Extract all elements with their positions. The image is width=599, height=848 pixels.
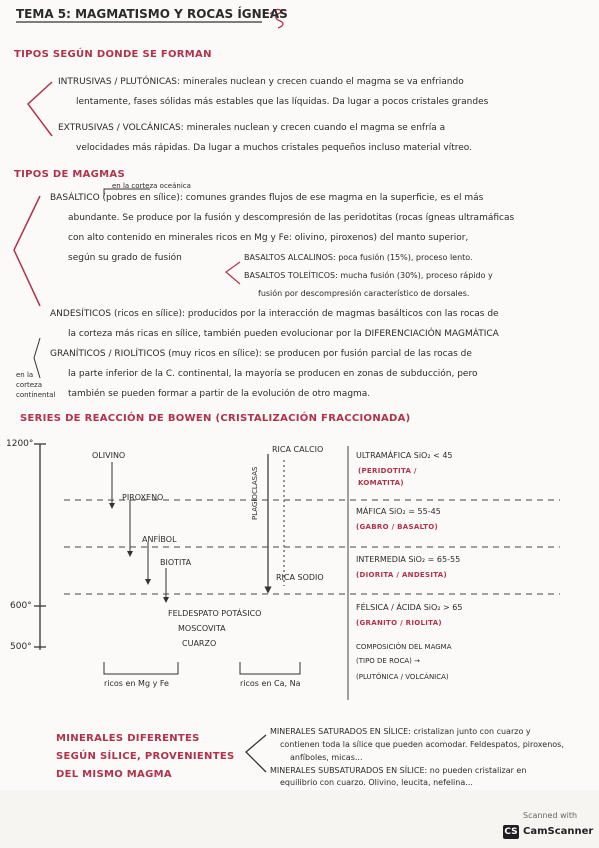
saturados-line-3: anfíboles, micas... <box>290 753 363 762</box>
basaltico-line-4: según su grado de fusión <box>68 253 182 263</box>
mineral-anfibol: ANFÍBOL <box>142 535 177 544</box>
side-note-3: continental <box>16 391 56 399</box>
side-note-1: en la <box>16 371 34 379</box>
subsaturados-line-1: MINERALES SUBSATURADOS EN SÍLICE: no pueden cristalizar en <box>270 766 527 775</box>
intermedia: INTERMEDIA SiO₂ = 65-55 <box>356 555 461 564</box>
temp-1200: 1200° <box>6 439 34 449</box>
graniticos-line-2: la parte inferior de la C. continental, la mayoría se producen en zonas de subducción, pero <box>68 369 478 379</box>
ricos-ca-na: ricos en Ca, Na <box>240 679 301 688</box>
rica-sodio: RICA SODIO <box>276 573 324 582</box>
camscanner-logo-icon: CS <box>504 827 518 837</box>
basaltico-line-2: abundante. Se produce por la fusión y descompresión de las peridotitas (rocas ígneas ultramáficas <box>68 213 515 223</box>
extrusivas-line-1: EXTRUSIVAS / VOLCÁNICAS: minerales nuclean y crecen cuando el magma se enfría a <box>58 123 446 133</box>
section-heading-magmas: TIPOS DE MAGMAS <box>14 169 125 180</box>
graniticos-line-3: también se pueden formar a partir de la evolución de otro magma. <box>68 389 371 399</box>
temp-600: 600° <box>10 601 32 611</box>
intrusivas-line-2: lentamente, fases sólidas más estables que las líquidas. Da lugar a pocos cristales grandes <box>76 97 489 107</box>
section-heading-minerales-3: DEL MISMO MAGMA <box>56 769 172 780</box>
mineral-feldespato: FELDESPATO POTÁSICO <box>168 609 262 618</box>
composicion-2: (TIPO DE ROCA) → <box>356 657 420 665</box>
ultramafica-example-1: (PERIDOTITA / <box>358 467 417 475</box>
subsaturados-line-2: equilibrio con cuarzo. Olivino, leucita, nefelina... <box>280 778 473 787</box>
section-heading-minerales-2: SEGÚN SÍLICE, PROVENIENTES <box>56 751 235 762</box>
felsica-example: (GRANITO / RIOLITA) <box>356 619 442 627</box>
scanner-line-2: CamScanner <box>523 826 594 837</box>
page-title: TEMA 5: MAGMATISMO Y ROCAS ÍGNEAS <box>16 7 288 21</box>
ultramafica: ULTRAMÁFICA SiO₂ < 45 <box>356 451 453 460</box>
basaltos-toleiticos-1: BASALTOS TOLEÍTICOS: mucha fusión (30%), proceso rápido y <box>244 271 493 280</box>
temp-500: 500° <box>10 642 32 652</box>
mineral-olivino: OLIVINO <box>92 451 126 460</box>
mineral-biotita: BIOTITA <box>160 558 192 567</box>
composicion-3: (PLUTÓNICA / VOLCÁNICA) <box>356 673 449 681</box>
basaltico-line-1: BASÁLTICO (pobres en sílice): comunes grandes flujos de ese magma en la superficie, es el más <box>50 193 484 203</box>
saturados-line-1: MINERALES SATURADOS EN SÍLICE: cristalizan junto con cuarzo y <box>270 727 531 736</box>
graniticos-line-1: GRANÍTICOS / RIOLÍTICOS (muy ricos en sílice): se producen por fusión parcial de las rocas de <box>50 349 472 359</box>
ricos-mg-fe: ricos en Mg y Fe <box>104 679 169 688</box>
andesiticos-line-1: ANDESÍTICOS (ricos en sílice): producidos por la interacción de magmas basálticos con las rocas de <box>50 309 499 319</box>
basaltos-toleiticos-2: fusión por descompresión característico de dorsales. <box>258 289 470 298</box>
intermedia-example: (DIORITA / ANDESITA) <box>356 571 448 579</box>
saturados-line-2: contienen toda la sílice que pueden acomodar. Feldespatos, piroxenos, <box>280 740 564 749</box>
corteza-note: en la corteza oceánica <box>112 182 191 190</box>
mineral-moscovita: MOSCOVITA <box>178 624 226 633</box>
basaltos-alcalinos: BASALTOS ALCALINOS: poca fusión (15%), proceso lento. <box>244 253 473 262</box>
composicion-1: COMPOSICIÓN DEL MAGMA <box>356 643 452 651</box>
rica-calcio: RICA CALCIO <box>272 445 324 454</box>
section-heading-minerales-1: MINERALES DIFERENTES <box>56 733 200 744</box>
intrusivas-line-1: INTRUSIVAS / PLUTÓNICAS: minerales nuclean y crecen cuando el magma se va enfriando <box>58 77 464 87</box>
basaltico-line-3: con alto contenido en minerales ricos en Mg y Fe: olivino, piroxenos) del manto superior, <box>68 233 469 243</box>
section-heading-formation: TIPOS SEGÚN DONDE SE FORMAN <box>14 49 212 60</box>
scanner-watermark <box>503 807 595 843</box>
extrusivas-line-2: velocidades más rápidas. Da lugar a muchos cristales pequeños incluso material vítreo. <box>76 143 472 153</box>
mineral-cuarzo: CUARZO <box>182 639 217 648</box>
ultramafica-example-2: KOMATITA) <box>358 479 404 487</box>
felsica: FÉLSICA / ÁCIDA SiO₂ > 65 <box>356 603 463 612</box>
side-note-2: corteza <box>16 381 43 389</box>
plagioclasas-label: PLAGIOCLASAS <box>251 466 259 520</box>
mafica: MÁFICA SiO₂ = 55-45 <box>356 507 441 516</box>
mineral-piroxeno: PIROXENO <box>122 493 164 502</box>
scanner-line-1: Scanned with <box>523 811 578 820</box>
section-heading-bowen: SERIES DE REACCIÓN DE BOWEN (CRISTALIZACIÓN FRACCIONADA) <box>20 413 411 424</box>
andesiticos-line-2: la corteza más ricas en sílice, también pueden evolucionar por la DIFERENCIACIÓN MAGMÁTICA <box>68 329 499 339</box>
mafica-example: (GABRO / BASALTO) <box>356 523 439 531</box>
